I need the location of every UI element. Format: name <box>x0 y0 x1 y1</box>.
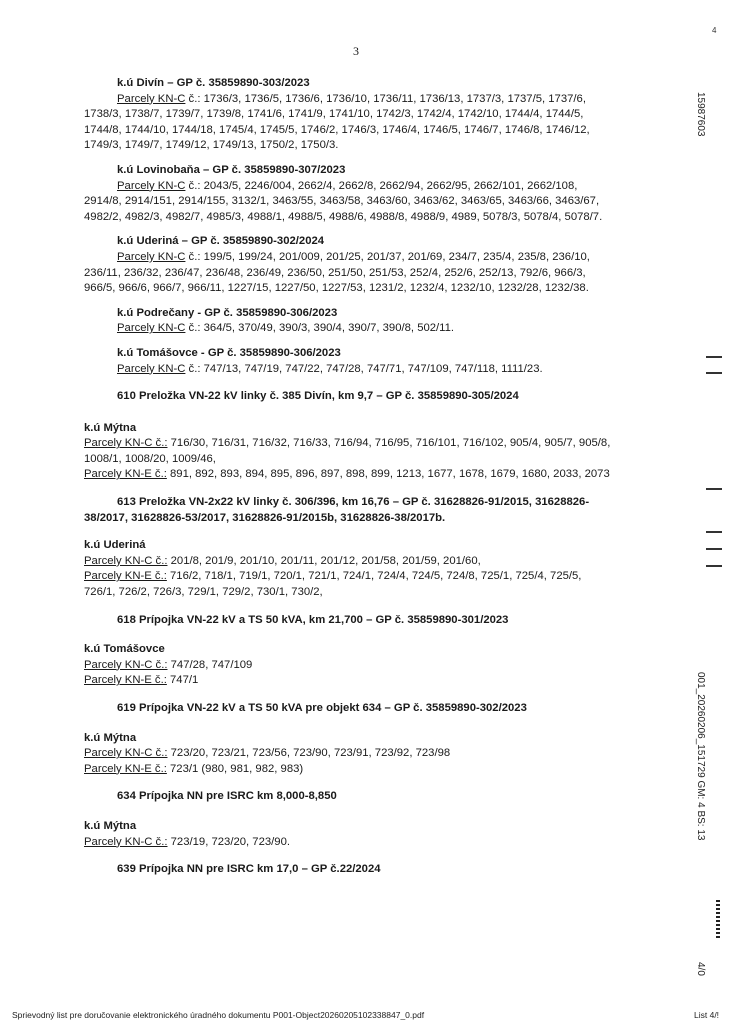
parcel-label: Parcely KN-C č.: <box>84 658 168 671</box>
object-heading: 38/2017, 31628826-53/2017, 31628826-91/2015b, 31628826-38/2017b. <box>84 511 446 524</box>
cadastral-section-lovinobana <box>84 163 644 225</box>
object-613-block <box>84 495 644 601</box>
parcel-list: č.: 747/13, 747/19, 747/22, 747/28, 747/71, 747/109, 747/118, 1111/23. <box>185 362 543 375</box>
area-name: k.ú Uderiná <box>84 539 146 552</box>
parcel-list: 1749/3, 1749/7, 1749/12, 1749/13, 1750/2, 1750/3. <box>84 139 339 152</box>
parcel-list: 723/19, 723/20, 723/90. <box>167 835 290 848</box>
parcel-label: Parcely KN-C <box>117 322 186 335</box>
page-number: 3 <box>353 44 359 58</box>
parcel-list: 723/20, 723/21, 723/56, 723/90, 723/91, 723/92, 723/98 <box>167 747 451 760</box>
parcel-list: č.: 199/5, 199/24, 201/009, 201/25, 201/37, 201/69, 234/7, 235/4, 235/8, 236/10, <box>185 250 590 263</box>
parcel-label: Parcely KN-C č.: <box>84 554 168 567</box>
parcel-list: 4982/2, 4982/3, 4982/7, 4985/3, 4988/1, 4988/5, 4988/6, 4988/8, 4988/9, 4989, 5078/3, 5078/4, 5078/7. <box>84 210 603 223</box>
footer-document-info: Sprievodný list pre doručovanie elektronického úradného dokumentu P001-Object20260205102338847_0.pdf <box>12 1010 425 1020</box>
cadastral-section-divin <box>84 76 644 154</box>
object-heading: 613 Preložka VN-2x22 kV linky č. 306/396, km 16,76 – GP č. 31628826-91/2015, 31628826- <box>117 496 590 509</box>
area-name: k.ú Mýtna <box>84 819 137 832</box>
margin-mark <box>706 372 722 374</box>
parcel-label: Parcely KN-C <box>117 250 186 263</box>
object-619-block <box>84 701 644 777</box>
parcel-label: Parcely KN-C č.: <box>84 747 168 760</box>
parcel-list: 747/1 <box>166 674 199 687</box>
object-639-block <box>84 862 644 878</box>
parcel-list: č.: 1736/3, 1736/5, 1736/6, 1736/10, 1736/11, 1736/13, 1737/3, 1737/5, 1737/6, <box>185 92 586 105</box>
document-body <box>84 76 644 887</box>
parcel-label: Parcely KN-C <box>117 179 186 192</box>
object-heading: 619 Prípojka VN-22 kV a TS 50 kVA pre objekt 634 – GP č. 35859890-302/2023 <box>117 702 527 714</box>
section-title: k.ú Podrečany - GP č. 35859890-306/2023 <box>117 306 338 319</box>
parcel-label: Parcely KN-C č.: <box>84 437 168 450</box>
object-heading: 618 Prípojka VN-22 kV a TS 50 kVA, km 21,700 – GP č. 35859890-301/2023 <box>117 613 509 626</box>
parcel-list: 966/5, 966/6, 966/7, 966/11, 1227/15, 1227/50, 1227/53, 1231/2, 1232/4, 1232/10, 1232/28, 1232/38. <box>84 282 589 295</box>
section-title: k.ú Lovinobaňa – GP č. 35859890-307/2023 <box>117 163 346 176</box>
parcel-list: 1008/1, 1008/20, 1009/46, <box>84 452 216 465</box>
parcel-list: 1738/3, 1738/7, 1739/7, 1739/8, 1741/6, 1741/9, 1741/10, 1742/3, 1742/4, 1742/10, 1744/4, 1744/5, <box>84 108 584 121</box>
parcel-label: Parcely KN-E č.: <box>84 570 167 583</box>
object-heading: 610 Preložka VN-22 kV linky č. 385 Divín, km 9,7 – GP č. 35859890-305/2024 <box>117 390 519 403</box>
parcel-list: 201/8, 201/9, 201/10, 201/11, 201/12, 201/58, 201/59, 201/60, <box>167 554 481 567</box>
parcel-list: č.: 364/5, 370/49, 390/3, 390/4, 390/7, 390/8, 502/11. <box>185 322 455 335</box>
parcel-list: č.: 2043/5, 2246/004, 2662/4, 2662/8, 2662/94, 2662/95, 2662/101, 2662/108, <box>185 179 578 192</box>
side-code-bottom: 001_20260206_151729 GM: 4 BS: 13 <box>695 672 706 841</box>
area-name: k.ú Mýtna <box>84 731 137 744</box>
parcel-list: 747/28, 747/109 <box>167 658 253 671</box>
margin-mark <box>706 488 722 490</box>
footer-page-info: List 4/! <box>694 1010 720 1020</box>
side-code-small: 4/0 <box>695 962 706 976</box>
parcel-label: Parcely KN-C č.: <box>84 835 168 848</box>
cadastral-section-tomasovce <box>84 346 644 377</box>
section-title: k.ú Tomášovce - GP č. 35859890-306/2023 <box>117 346 341 359</box>
parcel-label: Parcely KN-C <box>117 362 186 375</box>
corner-mark: 4 <box>712 26 717 35</box>
barcode-mark <box>716 900 720 940</box>
margin-mark <box>706 356 722 358</box>
area-name: k.ú Tomášovce <box>84 643 165 656</box>
section-title: k.ú Divín – GP č. 35859890-303/2023 <box>117 77 310 89</box>
parcel-label: Parcely KN-C <box>117 92 186 105</box>
parcel-list: 723/1 (980, 981, 982, 983) <box>166 762 304 775</box>
cadastral-section-podrecany <box>84 306 644 337</box>
parcel-list: 891, 892, 893, 894, 895, 896, 897, 898, 899, 1213, 1677, 1678, 1679, 1680, 2033, 2073 <box>166 468 610 481</box>
margin-mark <box>706 531 722 533</box>
parcel-label: Parcely KN-E č.: <box>84 468 167 481</box>
object-618-block <box>84 613 644 689</box>
section-title: k.ú Uderiná – GP č. 35859890-302/2024 <box>117 235 325 248</box>
parcel-list: 236/11, 236/32, 236/47, 236/48, 236/49, 236/50, 251/50, 251/53, 252/4, 252/6, 252/13, 792/6, 966/3, <box>84 266 586 279</box>
parcel-label: Parcely KN-E č.: <box>84 674 167 687</box>
parcel-list: 1744/8, 1744/10, 1744/18, 1745/4, 1745/5, 1746/2, 1746/3, 1746/4, 1746/5, 1746/7, 1746/8, 1746/12, <box>84 123 590 136</box>
parcel-list: 716/2, 718/1, 719/1, 720/1, 721/1, 724/1, 724/4, 724/5, 724/8, 725/1, 725/4, 725/5, <box>166 570 582 583</box>
object-634-block <box>84 789 644 850</box>
parcel-list: 716/30, 716/31, 716/32, 716/33, 716/94, 716/95, 716/101, 716/102, 905/4, 905/7, 905/8, <box>167 437 611 450</box>
margin-mark <box>706 548 722 550</box>
object-heading: 634 Prípojka NN pre ISRC km 8,000-8,850 <box>117 790 337 803</box>
object-610-block <box>84 389 644 483</box>
cadastral-section-uderina <box>84 234 644 296</box>
parcel-list: 2914/8, 2914/151, 2914/155, 3132/1, 3463/55, 3463/58, 3463/60, 3463/62, 3463/65, 3463/66, 3463/67, <box>84 195 600 208</box>
object-heading: 639 Prípojka NN pre ISRC km 17,0 – GP č.22/2024 <box>117 863 381 876</box>
margin-mark <box>706 565 722 567</box>
parcel-label: Parcely KN-E č.: <box>84 762 167 775</box>
side-code-top: 15987603 <box>695 92 706 137</box>
area-name: k.ú Mýtna <box>84 421 137 434</box>
parcel-list: 726/1, 726/2, 726/3, 729/1, 729/2, 730/1, 730/2, <box>84 586 323 599</box>
